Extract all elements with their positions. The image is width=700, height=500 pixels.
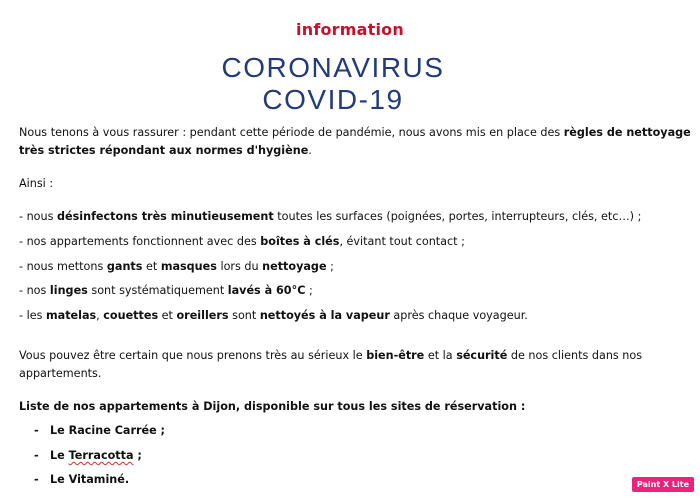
intro-bold-1: règles de nettoyage bbox=[563, 126, 691, 139]
intro-bold-2: très strictes répondant aux normes d'hygiène bbox=[19, 144, 309, 157]
bullet-3-text-3: lors du bbox=[216, 260, 263, 273]
bullet-3-text-1: - nous mettons bbox=[19, 260, 107, 273]
bullet-2-text-2: , évitant tout contact ; bbox=[339, 235, 465, 248]
header-kicker: information bbox=[296, 20, 404, 39]
closing-text-2: et la bbox=[424, 349, 457, 362]
bullet-5 bbox=[19, 307, 679, 325]
bullet-4 bbox=[19, 282, 679, 300]
intro-text-1: Nous tenons à vous rassurer : pendant cette période de pandémie, nous avons mis en place des bbox=[19, 126, 564, 139]
page-title-line-1: CORONAVIRUS bbox=[221, 52, 445, 83]
bullet-1-text-1: - nous bbox=[19, 210, 58, 223]
bullet-5-text-1: - les bbox=[19, 309, 46, 322]
bullet-4-text-1: - nos bbox=[19, 284, 50, 297]
intro-paragraph bbox=[19, 124, 691, 160]
bullet-4-text-3: ; bbox=[305, 284, 313, 297]
bullet-5-bold-4: nettoyés à la vapeur bbox=[259, 309, 390, 322]
bullet-5-text-4: sont bbox=[228, 309, 260, 322]
closing-bold-2: sécurité bbox=[456, 349, 508, 362]
apartment-name-2-prefix: Le bbox=[50, 449, 69, 462]
apartment-item-3 bbox=[34, 471, 129, 489]
bullet-4-text-2: sont systématiquement bbox=[87, 284, 228, 297]
bullet-2 bbox=[19, 233, 679, 251]
bullet-3 bbox=[19, 258, 679, 276]
closing-bold-1: bien-être bbox=[366, 349, 425, 362]
bullet-2-text-1: - nos appartements fonctionnent avec des bbox=[19, 235, 261, 248]
paint-x-lite-watermark: Paint X Lite bbox=[632, 477, 694, 492]
list-dash: - bbox=[34, 473, 39, 486]
apartment-list-heading: Liste de nos appartements à Dijon, disponible sur tous les sites de réservation : bbox=[19, 400, 526, 413]
bullet-1-bold-1: désinfectons très minutieusement bbox=[57, 210, 274, 223]
apartment-name-2-suffix: ; bbox=[133, 449, 142, 462]
bullet-4-bold-1: linges bbox=[49, 284, 88, 297]
bullet-3-bold-2: masques bbox=[160, 260, 217, 273]
apartment-name-3: Le Vitaminé. bbox=[50, 473, 130, 486]
bullet-5-text-3: et bbox=[158, 309, 177, 322]
page-title-line-2: COVID-19 bbox=[262, 84, 404, 115]
apartment-name-1: Le Racine Carrée ; bbox=[50, 424, 166, 437]
bullet-5-bold-3: oreillers bbox=[176, 309, 229, 322]
bullet-1 bbox=[19, 208, 679, 226]
bullet-4-bold-2: lavés à 60°C bbox=[227, 284, 306, 297]
bullet-5-bold-2: couettes bbox=[103, 309, 159, 322]
apartment-item-1 bbox=[34, 422, 165, 440]
list-dash: - bbox=[34, 424, 39, 437]
bullet-1-text-2: toutes les surfaces (poignées, portes, interrupteurs, clés, etc…) ; bbox=[273, 210, 642, 223]
bullet-5-text-2: , bbox=[96, 309, 104, 322]
bullet-2-bold-1: boîtes à clés bbox=[260, 235, 340, 248]
closing-text-3: de nos clients dans nos bbox=[507, 349, 643, 362]
bullet-3-bold-1: gants bbox=[106, 260, 143, 273]
bullet-5-text-5: après chaque voyageur. bbox=[389, 309, 528, 322]
intro-text-2: . bbox=[308, 144, 312, 157]
list-dash: - bbox=[34, 449, 39, 462]
apartment-item-2 bbox=[34, 447, 142, 465]
bullet-3-bold-3: nettoyage bbox=[262, 260, 327, 273]
closing-paragraph bbox=[19, 347, 679, 383]
closing-text-1: Vous pouvez être certain que nous prenons très au sérieux le bbox=[19, 349, 367, 362]
apartment-name-2-word: Terracotta bbox=[68, 449, 134, 462]
bullet-5-bold-1: matelas bbox=[45, 309, 97, 322]
bullet-3-text-4: ; bbox=[326, 260, 334, 273]
ainsi-label: Ainsi : bbox=[19, 177, 54, 190]
closing-line-2: appartements. bbox=[19, 367, 102, 380]
bullet-3-text-2: et bbox=[142, 260, 161, 273]
